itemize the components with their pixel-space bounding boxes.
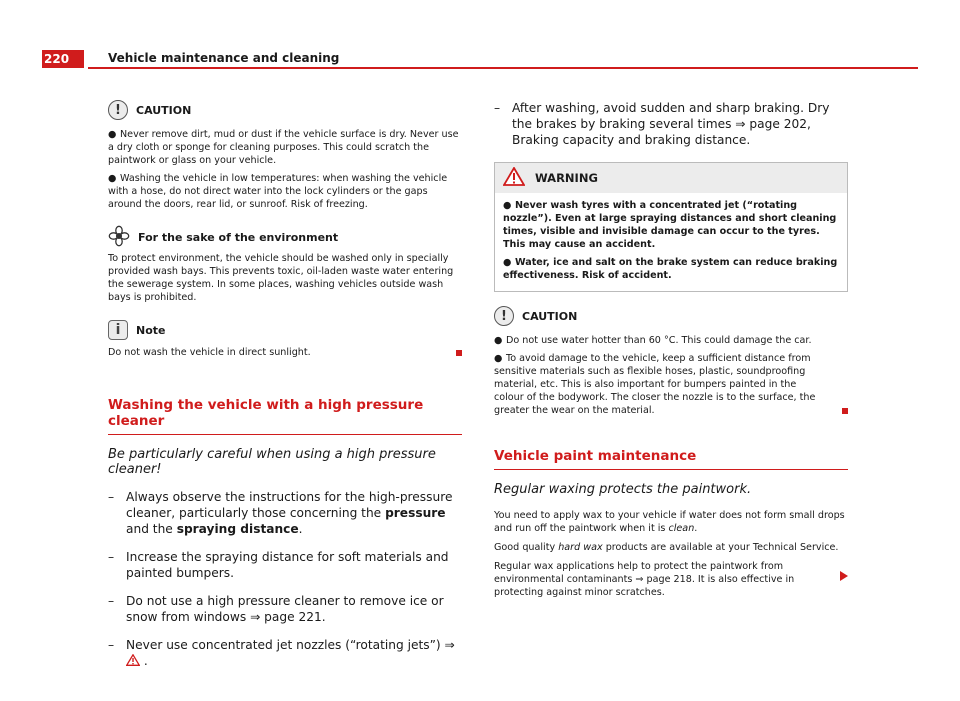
bullet-icon: ● [108,129,117,140]
pressure-cleaner-section [108,397,462,669]
list-item: – Always observe the instructions for the high-pressure cleaner, particularly those concerning the pressure and the spraying distance. [108,490,453,536]
warning-item: ● Water, ice and salt on the brake system can reduce braking effectiveness. Risk of accident. [503,257,838,281]
header-rule [88,67,918,69]
paragraph: Good quality hard wax products are available at your Technical Service. [494,542,839,553]
warning-item: ● Never wash tyres with a concentrated jet (“rotating nozzle”). Even at large spraying distances and short cleaning times, visible and invisible damage can occur to the tyres. This may cause an accident. [503,200,837,250]
caution-title: CAUTION [136,103,192,117]
list-item: – Do not use a high pressure cleaner to remove ice or snow from windows ⇒ page 221. [108,594,444,624]
note-text: Do not wash the vehicle in direct sunlight. [108,347,311,358]
paragraph: You need to apply wax to your vehicle if water does not form small drops and run off the paintwork when it is clean. [494,510,845,534]
section-title: Vehicle paint maintenance [494,448,848,470]
environment-title: For the sake of the environment [138,231,339,244]
dash-icon: – [494,101,501,115]
bullet-icon: ● [503,257,512,268]
list-item: – After washing, avoid sudden and sharp braking. Dry the brakes by braking several times ⇒ page 202, Braking capacity and braking distance. [494,101,830,147]
caution-title: CAUTION [522,309,578,323]
note-box [108,320,462,359]
dash-icon: – [108,490,115,504]
list-item: – Never use concentrated jet nozzles (“rotating jets”) ⇒ . [108,638,455,668]
end-mark [456,350,462,356]
list-item: – Increase the spraying distance for soft materials and painted bumpers. [108,550,449,580]
caution-item: ● To avoid damage to the vehicle, keep a sufficient distance from sensitive materials such as flexible hoses, plastic, soundproofing material, etc. This is also important for bumpers painted in the colour of the bodywork. The closer the nozzle is to the surface, the greater the wear on the material. [494,353,816,416]
warning-title: WARNING [535,171,598,185]
caution-icon: ! [108,100,128,120]
dash-icon: – [108,594,115,608]
dash-icon: – [108,550,115,564]
section-title: Washing the vehicle with a high pressure cleaner [108,397,462,435]
header-title: Vehicle maintenance and cleaning [108,51,340,65]
flower-icon [108,225,130,250]
paragraph: Regular wax applications help to protect the paintwork from environmental contaminants ⇒ page 218. It is also effective in protecting against minor scratches. [494,561,795,598]
warning-triangle-icon [503,167,525,189]
paint-maintenance-section [494,448,848,599]
dash-icon: – [108,638,115,652]
section-subtitle: Be particularly careful when using a high pressure cleaner! [108,447,436,477]
warning-box [494,162,848,292]
continue-arrow-icon [840,566,848,585]
caution-box-left [108,100,462,211]
bullet-icon: ● [108,173,117,184]
environment-box [108,225,462,304]
left-column [108,100,462,681]
caution-item: ● Never remove dirt, mud or dust if the vehicle surface is dry. Never use a dry cloth or sponge for cleaning purposes. This could scratch the paintwork or glass on your vehicle. [108,129,459,166]
environment-text: To protect environment, the vehicle should be washed only in specially provided wash bays. This prevents toxic, oil-laden waste water entering the sewerage system. In some places, washing vehicles outside wash bays is prohibited. [108,253,454,303]
note-title: Note [136,323,166,337]
caution-box-right [494,306,848,422]
bullet-icon: ● [494,353,503,364]
right-column [494,100,848,599]
warning-triangle-icon[interactable] [126,654,144,668]
section-subtitle: Regular waxing protects the paintwork. [494,482,752,497]
info-icon: i [108,320,128,340]
page-number: 220 [42,50,84,68]
bullet-icon: ● [503,200,512,211]
bullet-icon: ● [494,335,503,346]
caution-icon: ! [494,306,514,326]
end-mark [842,408,848,414]
caution-item: ● Do not use water hotter than 60 °C. This could damage the car. [494,335,812,346]
caution-item: ● Washing the vehicle in low temperatures: when washing the vehicle with a hose, do not direct water into the lock cylinders or the gaps around the doors, rear lid, or sunroof. Risk of freezing. [108,173,448,210]
